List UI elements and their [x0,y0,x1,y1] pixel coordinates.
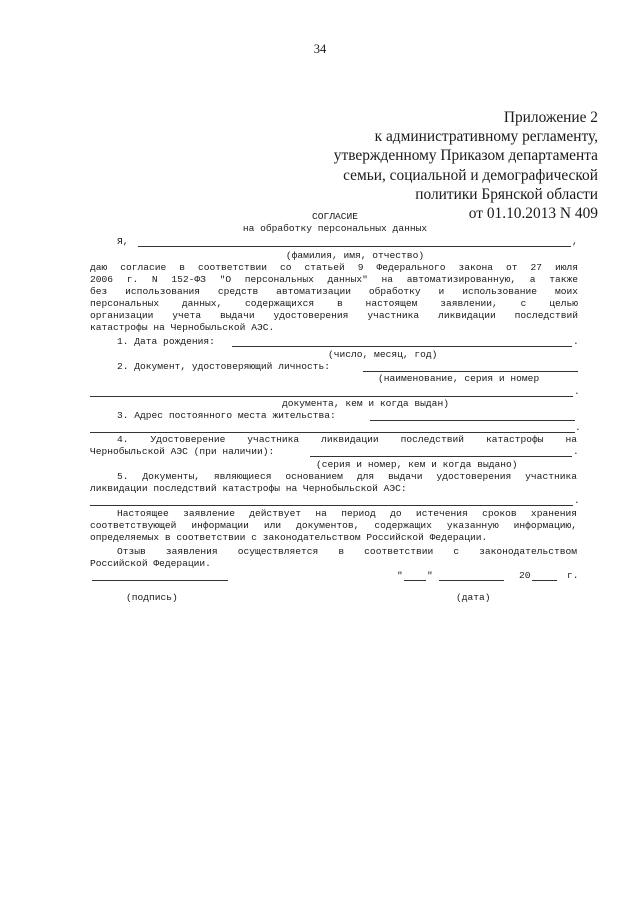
validity-line: определяемых в соответствии с законодательством Российской Федерации. [90,532,488,543]
consent-line: катастрофы на Чернобыльской АЭС. [90,322,275,333]
validity-line: Настоящее заявление действует на период до истечения сроков хранения [117,508,577,519]
name-comma: , [572,236,578,247]
period: . [574,495,580,506]
date-month-field[interactable] [439,580,504,581]
appendix-line: семьи, социальной и демографической [343,166,598,184]
document-subtitle: на обработку персональных данных [242,223,428,234]
birth-date-field[interactable] [232,346,572,347]
validity-line: соответствующей информации или документов, содержащих указанную информацию, [90,520,577,531]
certificate-hint: (серия и номер, кем и когда выдано) [316,459,518,470]
address-label: 3. Адрес постоянного места жительства: [117,410,336,421]
address-field-2[interactable] [90,432,575,433]
consent-line: 2006 г. N 152-ФЗ "О персональных данных" на автоматизированную, а также [90,274,578,285]
appendix-line: к административному регламенту, [374,128,598,146]
identity-document-field[interactable] [363,371,578,372]
certificate-field[interactable] [310,456,572,457]
certificate-line: 4. Удостоверение участника ликвидации последствий катастрофы на [117,434,577,445]
date-hint: (дата) [456,592,491,603]
appendix-line: Приложение 2 [503,109,598,126]
identity-document-label: 2. Документ, удостоверяющий личность: [117,361,331,372]
revocation-line: Отзыв заявления осуществляется в соответствии с законодательством [117,546,577,557]
identity-document-field-2[interactable] [90,396,573,397]
period: . [573,336,579,347]
signature-hint: (подпись) [126,592,178,603]
appendix-line: утвержденному Приказом департамента [333,147,598,165]
birth-date-hint: (число, месяц, год) [328,349,438,360]
period: . [574,386,580,397]
date-year-suffix: г. [567,570,579,581]
address-field[interactable] [370,420,575,421]
appendix-line: политики Брянской области [415,185,598,203]
name-hint: (фамилия, имя, отчество) [285,250,425,261]
identity-document-hint-2: документа, кем и когда выдан) [282,398,449,409]
consent-line: персональных данных, содержащихся в настоящем заявлении, с целью [90,298,578,309]
period: . [575,422,581,433]
date-quote-open: " [397,570,403,581]
consent-line: организации учета выдачи удостоверения участника ликвидации последствий [90,310,578,321]
signature-field[interactable] [92,580,228,581]
date-year-prefix: 20 [519,570,531,581]
date-day-field[interactable] [404,580,426,581]
period: . [573,446,579,457]
page-number: 34 [313,42,327,56]
date-quote-close: " [427,570,433,581]
document-title: СОГЛАСИЕ [311,211,359,222]
documents-basis-line: ликвидации последствий катастрофы на Чернобыльской АЭС: [90,483,407,494]
appendix-header [258,108,598,223]
revocation-line: Российской Федерации. [90,558,211,569]
identity-document-hint: (наименование, серия и номер [378,373,540,384]
consent-line: без использования средств автоматизации обработку и использование моих [90,286,578,297]
documents-basis-line: 5. Документы, являющиеся основанием для выдачи удостоверения участника [117,471,577,482]
appendix-line: от 01.10.2013 N 409 [468,205,598,223]
date-year-field[interactable] [532,580,557,581]
birth-date-label: 1. Дата рождения: [117,336,215,347]
name-field[interactable] [138,246,571,247]
consent-line: даю согласие в соответствии со статьей 9 Федерального закона от 27 июля [90,262,578,273]
certificate-line: Чернобыльской АЭС (при наличии): [90,446,275,457]
documents-basis-field[interactable] [90,505,573,506]
name-prefix: Я, [117,236,129,247]
